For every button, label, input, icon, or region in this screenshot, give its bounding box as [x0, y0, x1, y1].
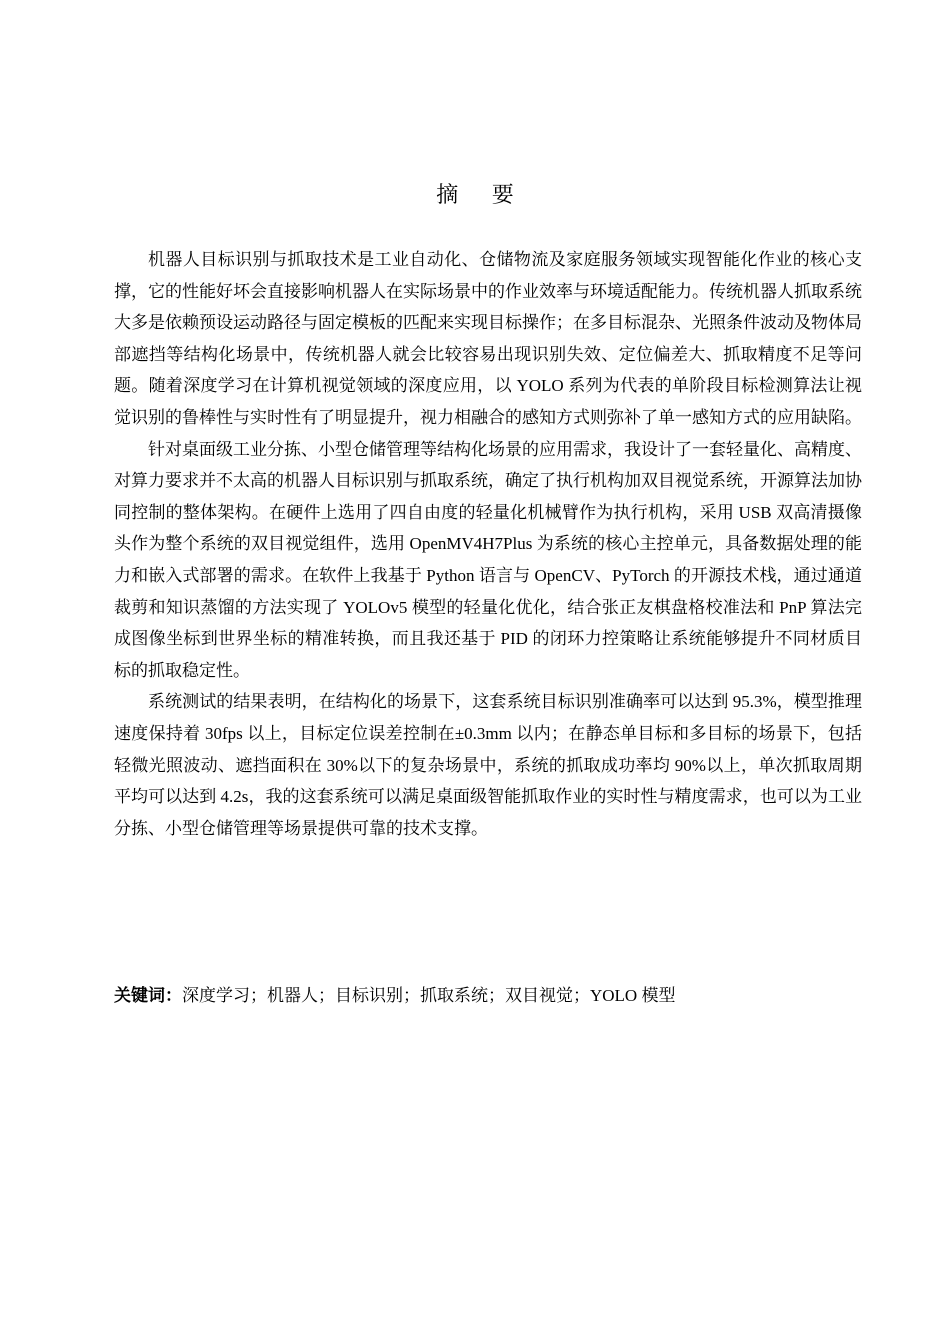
abstract-paragraph-3: 系统测试的结果表明，在结构化的场景下，这套系统目标识别准确率可以达到 95.3%，模型推理速度保持着 30fps 以上，目标定位误差控制在±0.3mm 以内；在静态单目标和多目标的场景下，包括轻微光照波动、遮挡面积在 30%以下的复杂场景中，系统的抓取成功率均 90%以上，单次抓取周期平均可以达到 4.2s，我的这套系统可以满足桌面级智能抓取作业的实时性与精度需求，也可以为工业分拣、小型仓储管理等场景提供可靠的技术支撑。	[114, 692, 862, 838]
abstract-title: 摘 要	[436, 182, 528, 207]
abstract-body	[114, 244, 862, 844]
keywords-line	[114, 980, 862, 1012]
keywords-value: 深度学习；机器人；目标识别；抓取系统；双目视觉；YOLO 模型	[182, 986, 676, 1005]
abstract-paragraph-2: 针对桌面级工业分拣、小型仓储管理等结构化场景的应用需求，我设计了一套轻量化、高精度、对算力要求并不太高的机器人目标识别与抓取系统，确定了执行机构加双目视觉系统，开源算法加协同控制的整体架构。在硬件上选用了四自由度的轻量化机械臂作为执行机构，采用 USB 双高清摄像头作为整个系统的双目视觉组件，选用 OpenMV4H7Plus 为系统的核心主控单元，具备数据处理的能力和嵌入式部署的需求。在软件上我基于 Python 语言与 OpenCV、PyTorch 的开源技术栈，通过通道裁剪和知识蒸馏的方法实现了 YOLOv5 模型的轻量化优化，结合张正友棋盘格校准法和 PnP 算法完成图像坐标到世界坐标的精准转换，而且我还基于 PID 的闭环力控策略让系统能够提升不同材质目标的抓取稳定性。	[114, 439, 862, 680]
abstract-paragraph-1: 机器人目标识别与抓取技术是工业自动化、仓储物流及家庭服务领域实现智能化作业的核心支撑，它的性能好坏会直接影响机器人在实际场景中的作业效率与环境适配能力。传统机器人抓取系统大多是依赖预设运动路径与固定模板的匹配来实现目标操作；在多目标混杂、光照条件波动及物体局部遮挡等结构化场景中，传统机器人就会比较容易出现识别失效、定位偏差大、抓取精度不足等问题。随着深度学习在计算机视觉领域的深度应用，以 YOLO 系列为代表的单阶段目标检测算法让视觉识别的鲁棒性与实时性有了明显提升，视力相融合的感知方式则弥补了单一感知方式的应用缺陷。	[114, 250, 862, 427]
keywords-label: 关键词：	[114, 986, 182, 1005]
